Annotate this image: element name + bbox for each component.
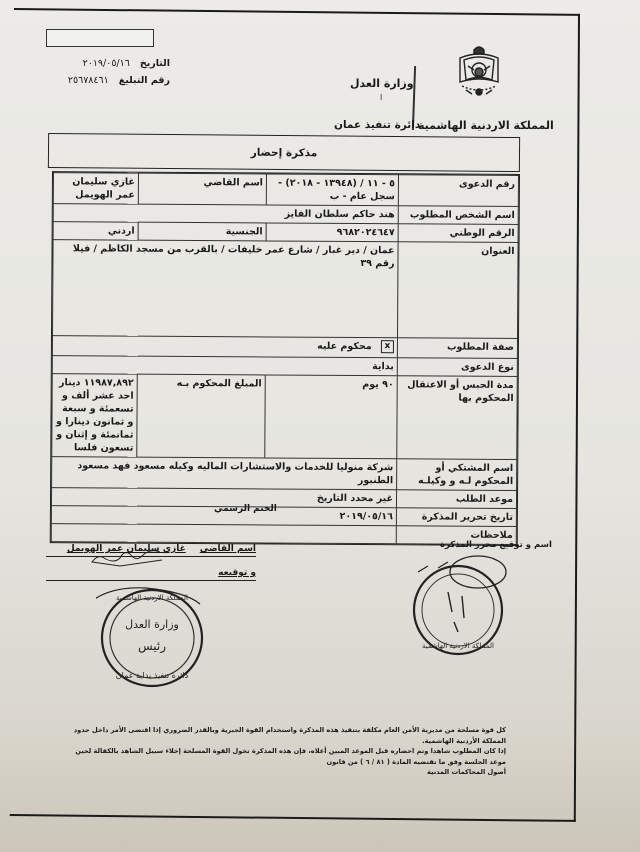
nationality-label: الجنسية [138, 222, 266, 241]
case-number-label: رقم الدعوى [398, 175, 518, 207]
svg-text:رئيس: رئيس [137, 639, 167, 653]
detention-label: مدة الحبس أو الاعتقال المحكوم بها [397, 376, 518, 460]
department-name: دائرة تنفيذ عمان [334, 119, 421, 131]
reference-box [46, 29, 154, 47]
amount-words-2: ثمانمئة و إثنان و تسعون فلسا [56, 429, 134, 454]
memo-date-value: ٢٠١٩/٠٥/١٦ [51, 506, 396, 526]
signature-label: و توقيعه [218, 568, 256, 578]
notes-label: ملاحظات [396, 526, 516, 545]
form-row-claimant [52, 457, 517, 491]
footer-line-1: كل قوة مسلحة من مديرية الأمن العام مكلفة بتنفيذ هذه المذكرة واستخدام القوة الجبرية وبالقدر الضروري إذا اقتضى الأمر داخل حدود المملكة الأردنية الهاشمية. [73, 726, 506, 745]
footer-line-2: إذا كان المطلوب شاهدا وتم احضاره قبل الموعد المبين أعلاه، فإن هذه المذكرة تخول القوة المسلحة إخلاء سبيل الشاهد بالكفالة لحين موعد الجلسة وفق ما تقتضيه المادة ( ٨١ / ٦ ) من قانون [75, 747, 506, 766]
national-id-value: ٩٦٨٢٠٢٤٦٤٧ [266, 223, 398, 242]
amount-cell [52, 374, 138, 458]
date-value: ٢٠١٩/٠٥/١٦ [82, 58, 130, 69]
status-cell [52, 336, 397, 358]
summons-form [50, 171, 520, 546]
judge-signature-scribble [90, 546, 170, 568]
judge-label: اسم القاضي [199, 544, 256, 554]
ministry-mark: ا [380, 93, 383, 102]
legal-footer [62, 725, 506, 778]
nationality-value: اردني [53, 222, 138, 241]
judge-value: غازي سليمان عمر الهويمل [66, 544, 186, 554]
notice-number-value: ٢٥٦٧٨٤٦١ [67, 75, 109, 86]
amount-value: ١١٩٨٧,٨٩٢ دينار [59, 377, 134, 389]
header-meta [60, 55, 170, 89]
jordan-coat-of-arms-icon [454, 42, 504, 104]
claimant-label: اسم المشتكي أو المحكوم لـه و وكيلـه [397, 459, 517, 491]
memo-date-label: تاريخ تحرير المذكرة [396, 508, 516, 527]
svg-text:المملكة الاردنية الهاشمية: المملكة الاردنية الهاشمية [115, 594, 189, 602]
svg-text:المملكة الاردنية الهاشمية: المملكة الاردنية الهاشمية [421, 642, 495, 650]
address-label: العنوان [397, 242, 518, 339]
svg-text:وزارة العدل: وزارة العدل [125, 618, 179, 631]
official-stamp-label: الختم الرسمي [214, 504, 277, 514]
status-label: صفة المطلوب [397, 338, 517, 359]
notice-number-label: رقم التبليغ [118, 75, 170, 86]
wanted-person-label: اسم الشخص المطلوب [398, 206, 518, 225]
status-checkbox[interactable]: x [381, 340, 394, 353]
detention-value: ٩٠ يوم [265, 375, 398, 459]
judge-name-value: غازي سليمان عمر الهويمل [53, 173, 138, 205]
ministry-name: وزارة العدل [350, 77, 414, 90]
judge-name-label: اسم القاضي [138, 173, 266, 205]
case-type-label: نوع الدعوى [397, 358, 517, 377]
svg-text:دائرة تنفيذ بداية عمان: دائرة تنفيذ بداية عمان [115, 671, 189, 680]
form-row-sentence [52, 374, 517, 460]
notes-value [51, 524, 396, 544]
form-row-status [52, 336, 517, 359]
ministry-seal-stamp [96, 578, 208, 690]
claimant-value: شركة منوليا للخدمات والاستشارات الماليه وكيله مسعود فهد مسعود الطنبور [52, 457, 397, 490]
issuer-seal-stamp [408, 552, 508, 656]
wanted-person-value: هند حاكم سلطان الفايز [53, 204, 398, 224]
kingdom-name: المملكة الاردنية الهاشمية [418, 119, 554, 132]
amount-label: المبلغ المحكوم بـه [137, 374, 266, 458]
footer-line-3: أصول المحاكمات المدنية [427, 768, 506, 776]
national-id-label: الرقم الوطني [398, 224, 518, 243]
status-value: محكوم عليه [317, 340, 372, 353]
request-date-value: غير محدد التاريخ [51, 488, 396, 508]
form-row-address [53, 240, 519, 339]
amount-words-1: احد عشر ألف و تسعمئة و سبعة و ثمانون دينارا و [55, 390, 134, 428]
case-number-cell: ٥ - ١١ / (١٣٩٤٨ - ٢٠١٨) - سجل عام - ب [266, 174, 398, 206]
address-value: عمان / دير غبار / شارع عمر خليفات / بالقرب من مسجد الكاظم / فيلا رقم ٣٩ [53, 240, 399, 338]
form-row-case [53, 173, 518, 207]
request-date-label: موعد الطلب [396, 490, 516, 509]
date-label: التاريخ [139, 58, 170, 69]
case-type-value: بداية [52, 356, 397, 376]
issuer-label: اسم و توقيع محرر المذكرة [440, 540, 552, 550]
document-title: مذكرة إحضار [48, 133, 520, 172]
